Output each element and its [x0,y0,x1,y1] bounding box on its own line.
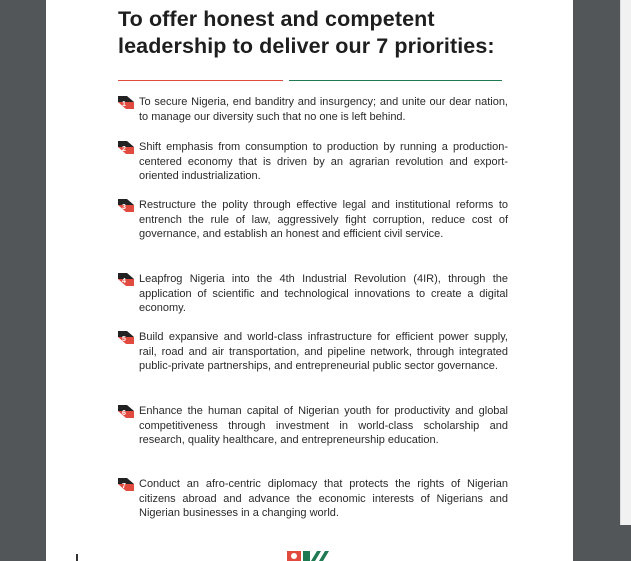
scrollbar-track[interactable] [573,0,631,561]
priority-text: To secure Nigeria, end banditry and insurgency; and unite our dear nation, to manage our diversity such that no one is left behind. [139,96,508,123]
badge-number: 2 [122,146,126,153]
title-line-1: To offer honest and competent [118,7,435,31]
badge-number: 1 [122,101,126,108]
priority-item-7 [118,477,508,521]
number-badge-icon [118,199,134,212]
priority-text: Conduct an afro-centric diplomacy that protects the rights of Nigerian citizens abroad and advance the economic interests of Nigerians and Nigerian businesses in a changing world. [139,478,508,520]
party-logo-icon [287,551,331,561]
badge-number: 3 [122,204,126,211]
priority-item-2 [118,140,508,184]
priority-item-1 [118,95,508,124]
priority-text: Enhance the human capital of Nigerian youth for productivity and global competitiveness through investment in world-class scholarship and research, quality healthcare, and entrepreneurship education. [139,405,508,447]
priority-item-6 [118,404,508,448]
badge-number: 6 [122,410,126,417]
scrollbar-thumb[interactable] [620,0,631,525]
number-badge-icon [118,96,134,109]
priority-text: Build expansive and world-class infrastructure for efficient power supply, rail, road and air transportation, and pipeline network, through integrated public-private partnerships, and entrepreneurial public sector governance. [139,331,508,373]
footer-mark-icon [75,554,80,561]
priority-text: Shift emphasis from consumption to production by running a production-centered economy that is driven by an agrarian revolution and export-oriented industrialization. [139,141,508,183]
badge-number: 5 [122,336,126,343]
priority-item-5 [118,330,508,374]
priority-item-4 [118,272,508,316]
divider-green [289,80,502,81]
priority-text: Restructure the polity through effective legal and institutional reforms to entrench the rule of law, aggressively fight corruption, reduce cost of governance, and establish an honest and efficient civil service. [139,199,508,241]
number-badge-icon [118,478,134,491]
number-badge-icon [118,273,134,286]
title-line-2: leadership to deliver our 7 priorities: [118,34,495,58]
badge-number: 4 [122,278,126,285]
badge-number: 7 [122,483,126,490]
number-badge-icon [118,141,134,154]
number-badge-icon [118,405,134,418]
priority-item-3 [118,198,508,242]
document-page [46,0,573,561]
divider-red [118,80,283,81]
page-title [118,6,538,60]
priority-text: Leapfrog Nigeria into the 4th Industrial Revolution (4IR), through the application of scientific and technological innovations to create a digital economy. [139,273,508,315]
number-badge-icon [118,331,134,344]
